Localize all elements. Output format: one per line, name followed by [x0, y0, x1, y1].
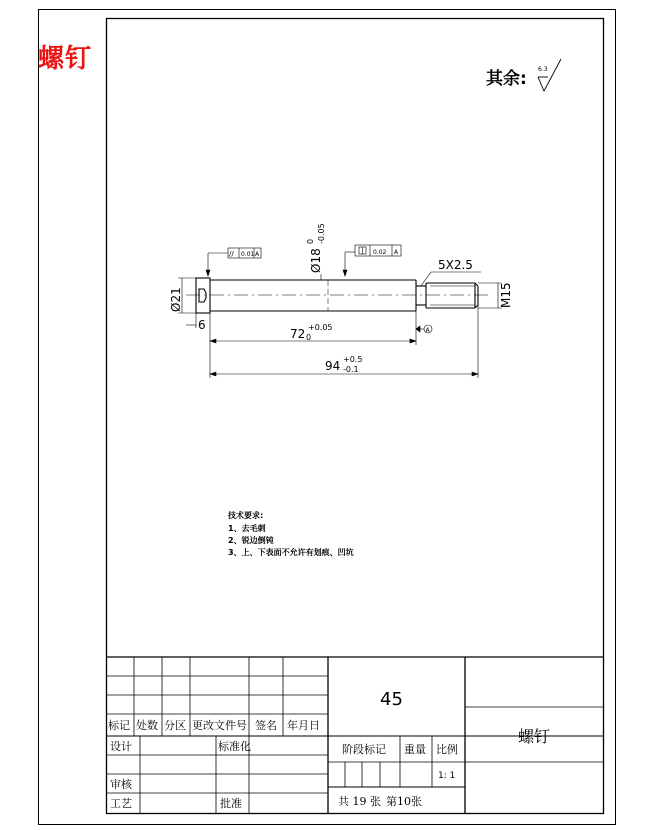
tb-approve: 批准 — [220, 797, 242, 810]
tb-design: 设计 — [110, 740, 132, 753]
gdt-frame1-tol: 0.01 — [241, 251, 255, 258]
material: 45 — [380, 689, 403, 710]
tb-header: 标记 — [108, 719, 130, 732]
tb-header: 年月日 — [287, 719, 320, 732]
tb-header: 更改文件号 — [192, 719, 247, 732]
gdt-frame1-symbol: // — [229, 250, 234, 258]
datum-a-label: A — [425, 327, 430, 334]
roughness-symbol-icon — [538, 59, 561, 91]
dim-thread-text: M15 — [499, 282, 513, 308]
dim-72-tol-up: +0.05 — [308, 323, 333, 332]
gdt-frame1-datum: A — [255, 251, 260, 258]
gdt-frame2-tol: 0.02 — [373, 249, 387, 256]
tb-sheets-total: 共 19 张 — [338, 795, 381, 808]
tb-header: 分区 — [164, 719, 186, 732]
notes-title: 技术要求: — [228, 511, 264, 520]
tb-weight: 重量 — [404, 743, 426, 756]
tb-process: 工艺 — [110, 797, 132, 810]
note-item: 3、上、下表面不允许有划痕、凹坑 — [228, 548, 354, 557]
tb-standard: 标准化 — [218, 740, 251, 753]
tb-review: 审核 — [110, 778, 132, 791]
part-name: 螺钉 — [518, 727, 551, 746]
roughness-value: 6.3 — [538, 66, 548, 73]
dim-dia18-text: Ø18 — [309, 248, 323, 273]
dim-72-text: 72 — [290, 327, 306, 341]
inner-border — [107, 19, 604, 814]
part-outline — [196, 278, 478, 313]
gdt-frame-runout — [343, 245, 401, 276]
tb-scale-label: 比例 — [436, 743, 458, 756]
roughness-label: 其余: — [486, 69, 527, 89]
dim-head-length-text: 6 — [198, 318, 206, 332]
outer-border — [39, 10, 616, 825]
gdt-frame2-datum: A — [394, 249, 399, 256]
dim-94-text: 94 — [325, 359, 341, 373]
dim-undercut-text: 5X2.5 — [438, 258, 473, 272]
note-item: 2、锐边倒钝 — [228, 536, 274, 545]
note-item: 1、去毛刺 — [228, 524, 266, 533]
tb-stage-mark: 阶段标记 — [342, 743, 386, 756]
tb-sheet-no: 第10张 — [386, 795, 422, 808]
dim-72-tol-low: 0 — [306, 333, 312, 342]
dim-dia18-tol-low: -0.05 — [317, 223, 326, 244]
dim-dia18-tol-up: 0 — [306, 238, 315, 244]
dim-undercut — [421, 272, 481, 286]
tb-header: 处数 — [136, 719, 158, 732]
dim-94-tol-low: -0.1 — [343, 365, 359, 374]
dim-94-tol-up: +0.5 — [343, 355, 363, 364]
dim-dia21-text: Ø21 — [169, 287, 183, 312]
tb-scale: 1: 1 — [438, 771, 456, 781]
tb-header: 签名 — [255, 719, 277, 732]
drawing-stamp: 螺钉 — [38, 44, 93, 74]
